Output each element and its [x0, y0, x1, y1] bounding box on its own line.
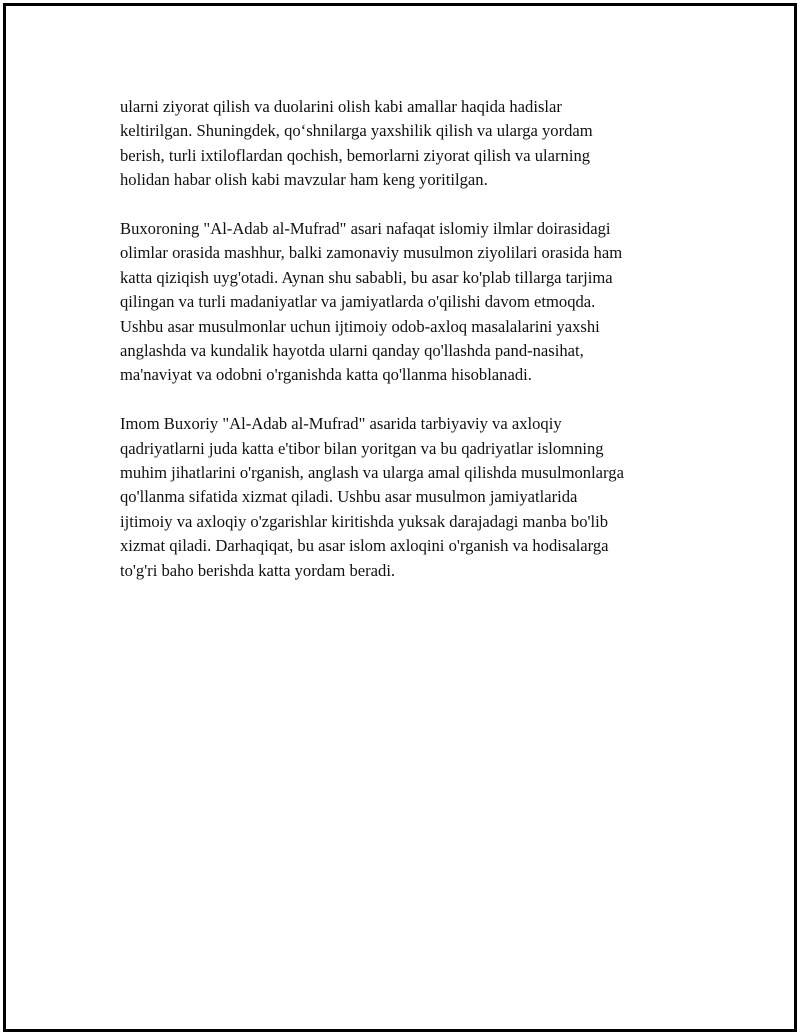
text-line: qilingan va turli madaniyatlar va jamiyatlarda o'qilishi davom etmoqda. [120, 292, 596, 312]
document-body [120, 95, 690, 607]
text-line: olimlar orasida mashhur, balki zamonaviy musulmon ziyolilari orasida ham [120, 243, 623, 263]
text-line: katta qiziqish uyg'otadi. Aynan shu sababli, bu asar ko'plab tillarga tarjima [120, 267, 613, 287]
paragraph-2 [120, 217, 690, 388]
text-line: muhim jihatlarini o'rganish, anglash va ularga amal qilishda musulmonlarga [120, 463, 624, 483]
paragraph-1 [120, 95, 690, 193]
text-line: qo'llanma sifatida xizmat qiladi. Ushbu asar musulmon jamiyatlarida [120, 487, 578, 507]
text-line: ma'naviyat va odobni o'rganishda katta qo'llanma hisoblanadi. [120, 365, 532, 385]
document-page [3, 3, 797, 1032]
text-line: berish, turli ixtiloflardan qochish, bemorlarni ziyorat qilish va ularning [120, 145, 591, 165]
text-line: anglashda va kundalik hayotda ularni qanday qo'llashda pand-nasihat, [120, 341, 584, 361]
text-line: xizmat qiladi. Darhaqiqat, bu asar islom axloqini o'rganish va hodisalarga [120, 536, 609, 556]
text-line: qadriyatlarni juda katta e'tibor bilan yoritgan va bu qadriyatlar islomning [120, 438, 604, 458]
text-line: Ushbu asar musulmonlar uchun ijtimoiy odob-axloq masalalarini yaxshi [120, 316, 600, 336]
text-line: keltirilgan. Shuningdek, qoʻshnilarga yaxshilik qilish va ularga yordam [120, 121, 593, 141]
text-line: holidan habar olish kabi mavzular ham keng yoritilgan. [120, 170, 488, 190]
text-line: ularni ziyorat qilish va duolarini olish kabi amallar haqida hadislar [120, 97, 562, 116]
text-line: Imom Buxoriy "Al-Adab al-Mufrad" asarida tarbiyaviy va axloqiy [120, 414, 562, 434]
text-line: Buxoroning "Al-Adab al-Mufrad" asari nafaqat islomiy ilmlar doirasidagi [120, 219, 611, 239]
text-line: ijtimoiy va axloqiy o'zgarishlar kiritishda yuksak darajadagi manba bo'lib [120, 511, 609, 531]
paragraph-3 [120, 412, 690, 583]
text-line: to'g'ri baho berishda katta yordam beradi. [120, 560, 396, 580]
